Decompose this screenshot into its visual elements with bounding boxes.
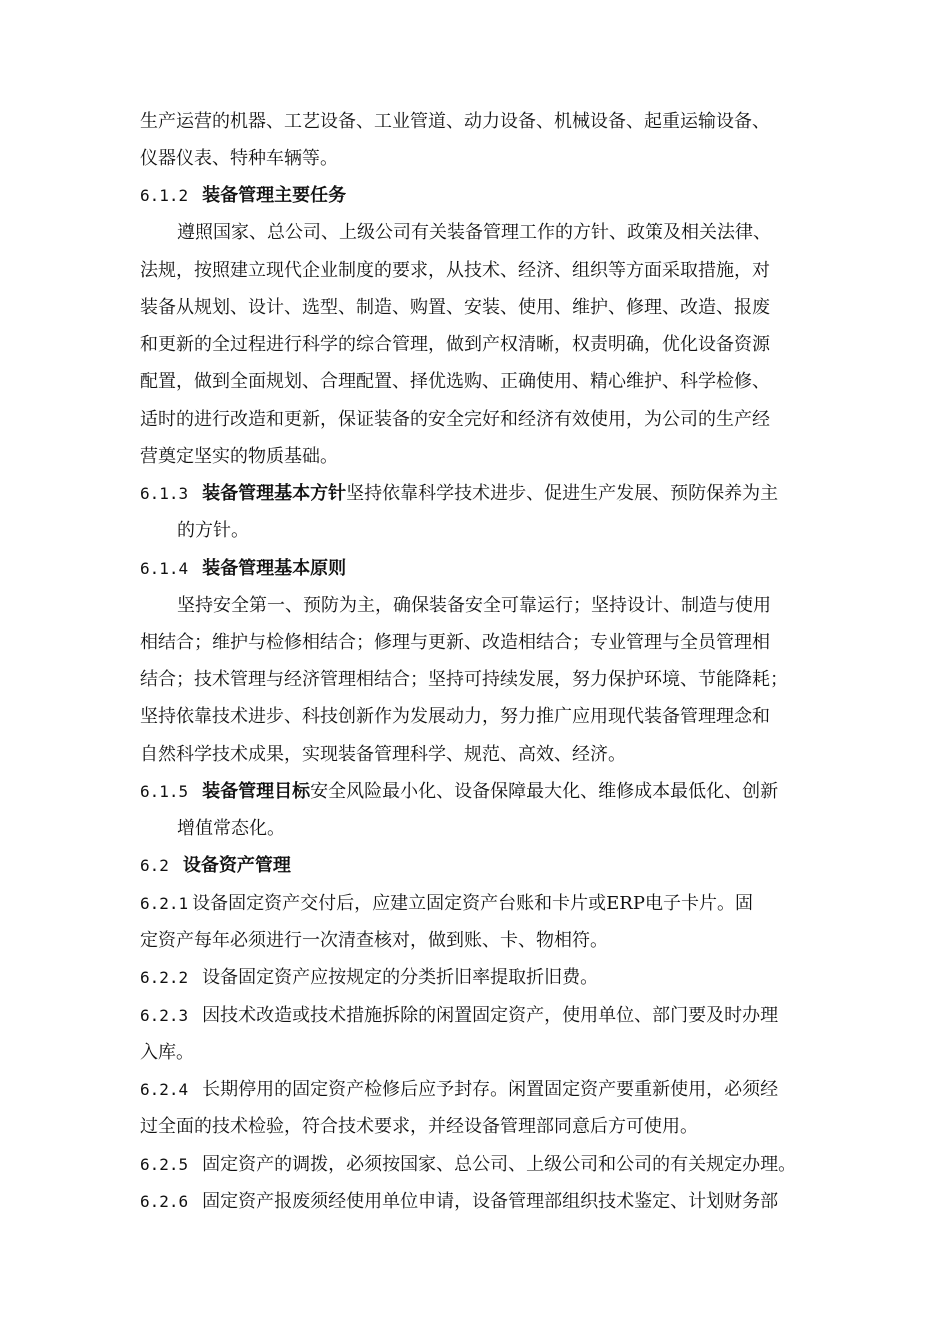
section-number: 6.1.5 bbox=[140, 782, 189, 801]
paragraph-line: 和更新的全过程进行科学的综合管理，做到产权清晰，权责明确，优化设备资源 bbox=[140, 334, 770, 355]
clause-6-2-1 bbox=[140, 892, 753, 916]
paragraph-line: 配置，做到全面规划、合理配置、择优选购、正确使用、精心维护、科学检修、 bbox=[140, 371, 770, 392]
section-title: 装备管理基本原则 bbox=[202, 558, 347, 579]
clause-text: 设备固定资产应按规定的分类折旧率提取折旧费。 bbox=[202, 967, 599, 988]
section-heading-6-1-4 bbox=[140, 557, 346, 581]
section-heading-6-1-3 bbox=[140, 482, 778, 506]
paragraph-line: 入库。 bbox=[140, 1042, 194, 1063]
section-number: 6.1.4 bbox=[140, 559, 189, 578]
paragraph-line: 结合；技术管理与经济管理相结合；坚持可持续发展，努力保护环境、节能降耗； bbox=[140, 669, 788, 690]
paragraph-line: 生产运营的机器、工艺设备、工业管道、动力设备、机械设备、起重运输设备、 bbox=[140, 111, 770, 132]
section-title: 设备资产管理 bbox=[182, 855, 291, 876]
paragraph-line: 法规，按照建立现代企业制度的要求，从技术、经济、组织等方面采取措施，对 bbox=[140, 260, 770, 281]
paragraph-line: 营奠定坚实的物质基础。 bbox=[140, 446, 338, 467]
paragraph-line: 相结合；维护与检修相结合；修理与更新、改造相结合；专业管理与全员管理相 bbox=[140, 632, 770, 653]
clause-number: 6.2.2 bbox=[140, 968, 189, 987]
clause-number: 6.2.5 bbox=[140, 1155, 189, 1174]
section-title: 装备管理基本方针 bbox=[202, 483, 347, 504]
paragraph-line: 自然科学技术成果，实现装备管理科学、规范、高效、经济。 bbox=[140, 744, 626, 765]
section-number: 6.2 bbox=[140, 856, 169, 875]
paragraph-line: 遵照国家、总公司、上级公司有关装备管理工作的方针、政策及相关法律、 bbox=[177, 222, 771, 243]
clause-number: 6.2.4 bbox=[140, 1080, 189, 1099]
paragraph-line: 适时的进行改造和更新，保证装备的安全完好和经济有效使用，为公司的生产经 bbox=[140, 409, 770, 430]
clause-text: 设备固定资产交付后，应建立固定资产台账和卡片或ERP电子卡片。固 bbox=[192, 893, 753, 914]
paragraph-line: 坚持安全第一、预防为主，确保装备安全可靠运行；坚持设计、制造与使用 bbox=[177, 595, 771, 616]
section-number: 6.1.2 bbox=[140, 186, 189, 205]
section-title: 装备管理主要任务 bbox=[202, 185, 347, 206]
clause-text: 固定资产报废须经使用单位申请，设备管理部组织技术鉴定、计划财务部 bbox=[202, 1191, 779, 1212]
section-body: 安全风险最小化、设备保障最大化、维修成本最低化、创新 bbox=[310, 781, 779, 802]
clause-number: 6.2.3 bbox=[140, 1006, 189, 1025]
clause-text: 固定资产的调拨，必须按国家、总公司、上级公司和公司的有关规定办理。 bbox=[202, 1154, 797, 1175]
clause-6-2-3 bbox=[140, 1004, 778, 1028]
section-heading-6-1-2 bbox=[140, 184, 346, 208]
paragraph-line: 定资产每年必须进行一次清查核对，做到账、卡、物相符。 bbox=[140, 930, 608, 951]
clause-text: 因技术改造或技术措施拆除的闲置固定资产，使用单位、部门要及时办理 bbox=[202, 1005, 779, 1026]
paragraph-line: 增值常态化。 bbox=[177, 818, 285, 839]
paragraph-line: 的方针。 bbox=[177, 520, 249, 541]
section-body: 坚持依靠科学技术进步、促进生产发展、预防保养为主 bbox=[346, 483, 779, 504]
section-heading-6-1-5 bbox=[140, 780, 778, 804]
paragraph-line: 坚持依靠技术进步、科技创新作为发展动力，努力推广应用现代装备管理理念和 bbox=[140, 706, 770, 727]
clause-number: 6.2.1 bbox=[140, 894, 189, 913]
section-heading-6-2 bbox=[140, 854, 291, 878]
paragraph-line: 装备从规划、设计、选型、制造、购置、安装、使用、维护、修理、改造、报废 bbox=[140, 297, 770, 318]
section-title: 装备管理目标 bbox=[202, 781, 311, 802]
clause-6-2-5 bbox=[140, 1153, 796, 1177]
clause-6-2-6 bbox=[140, 1190, 778, 1214]
paragraph-line: 仪器仪表、特种车辆等。 bbox=[140, 148, 338, 169]
clause-6-2-2 bbox=[140, 966, 598, 990]
paragraph-line: 过全面的技术检验，符合技术要求，并经设备管理部同意后方可使用。 bbox=[140, 1116, 698, 1137]
clause-6-2-4 bbox=[140, 1078, 778, 1102]
clause-text: 长期停用的固定资产检修后应予封存。闲置固定资产要重新使用，必须经 bbox=[202, 1079, 779, 1100]
section-number: 6.1.3 bbox=[140, 484, 189, 503]
clause-number: 6.2.6 bbox=[140, 1192, 189, 1211]
